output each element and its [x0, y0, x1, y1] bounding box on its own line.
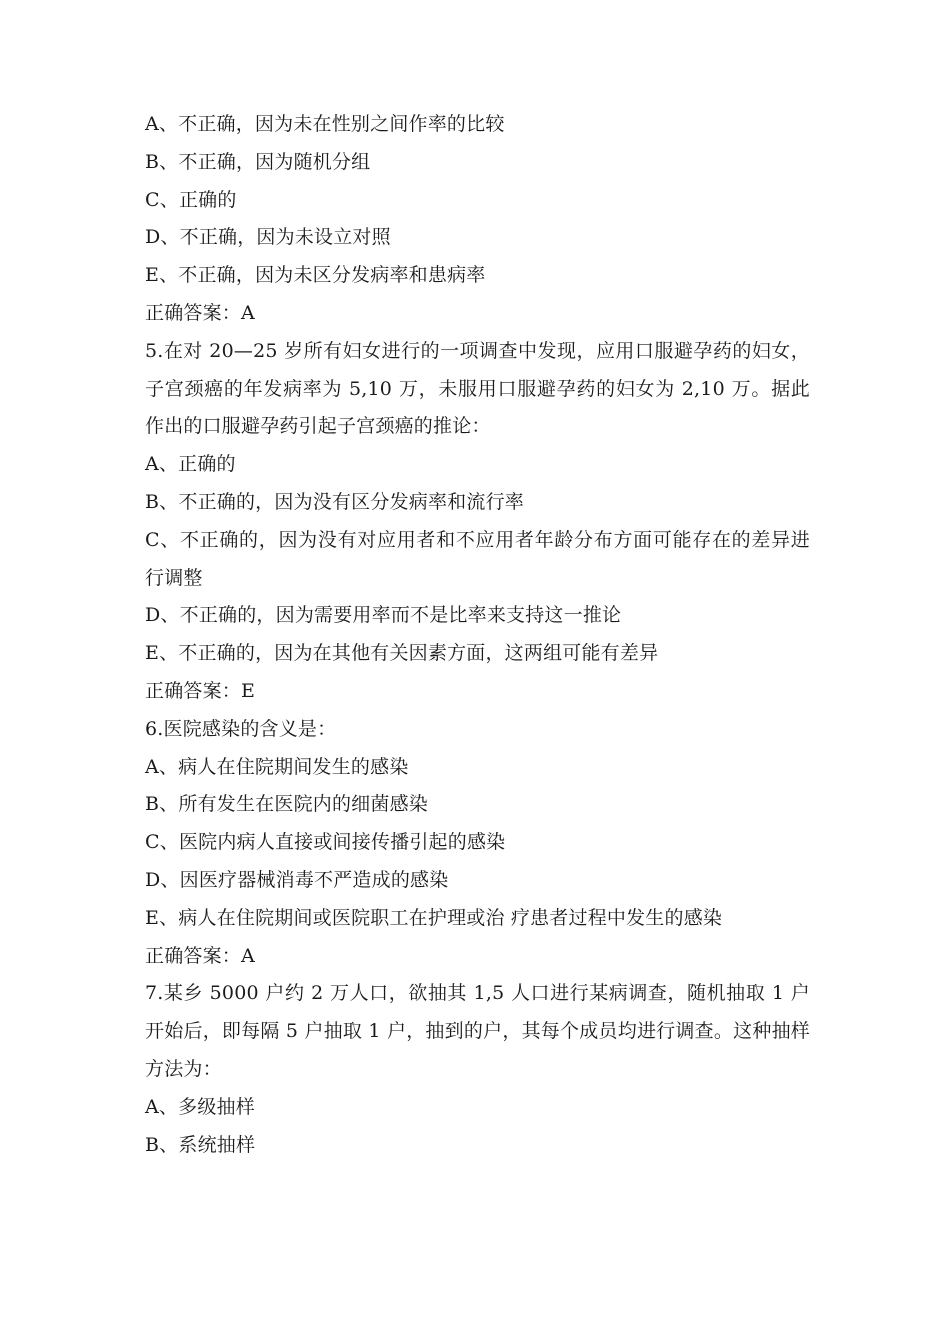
q4-option-a: A、不正确，因为未在性别之间作率的比较 — [145, 113, 505, 135]
question-6 — [145, 711, 810, 976]
question-5 — [145, 333, 810, 711]
question-7 — [145, 975, 810, 1164]
q6-option-a: A、病人在住院期间发生的感染 — [145, 755, 409, 778]
q4-option-c: C、正确的 — [145, 188, 237, 211]
q6-answer: 正确答案：A — [145, 944, 255, 967]
q6-option-d: D、因医疗器械消毒不严造成的感染 — [145, 868, 449, 891]
q4-option-e: E、不正确，因为未区分发病率和患病率 — [145, 264, 486, 287]
q5-option-d: D、不正确的，因为需要用率而不是比率来支持这一推论 — [145, 604, 622, 627]
q5-answer: 正确答案：E — [145, 679, 256, 702]
q5-option-c: C、不正确的，因为没有对应用者和不应用者年龄分布方面可能存在的差异进行调整 — [145, 528, 810, 589]
q4-option-d: D、不正确，因为未设立对照 — [145, 226, 391, 249]
question-4-options — [145, 106, 810, 333]
q5-option-e: E、不正确的，因为在其他有关因素方面，这两组可能有差异 — [145, 642, 659, 665]
q6-option-b: B、所有发生在医院内的细菌感染 — [145, 793, 428, 816]
q6-stem: 6.医院感染的含义是： — [145, 717, 337, 740]
q7-option-a: A、多级抽样 — [145, 1095, 255, 1118]
q6-option-e: E、病人在住院期间或医院职工在护理或治 疗患者过程中发生的感染 — [145, 906, 723, 929]
q4-option-b: B、不正确，因为随机分组 — [145, 150, 371, 173]
q5-option-a: A、正确的 — [145, 453, 236, 476]
q4-answer: 正确答案：A — [145, 301, 255, 324]
q5-option-b: B、不正确的，因为没有区分发病率和流行率 — [145, 490, 524, 513]
q7-option-b: B、系统抽样 — [145, 1133, 256, 1156]
q5-stem: 5.在对 20—25 岁所有妇女进行的一项调查中发现，应用口服避孕药的妇女， 子宫颈癌的年发病率为 5,10 万，未服用口服避孕药的妇女为 2,10 万。据此作出的口服避孕药引起子宫颈癌的推论： — [145, 339, 810, 438]
q7-stem: 7.某乡 5000 户约 2 万人口，欲抽其 1,5 人口进行某病调查，随机抽取 1 户开始后，即每隔 5 户抽取 1 户，抽到的户，其每个成员均进行调查。这种抽样 方法为： — [145, 982, 810, 1080]
q6-option-c: C、医院内病人直接或间接传播引起的感染 — [145, 831, 506, 854]
